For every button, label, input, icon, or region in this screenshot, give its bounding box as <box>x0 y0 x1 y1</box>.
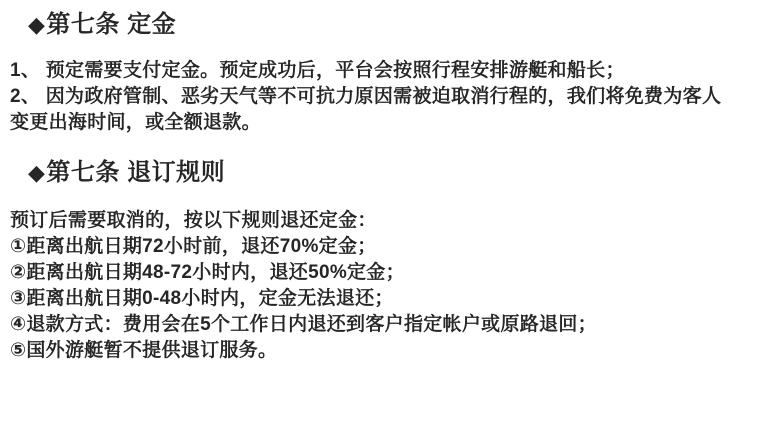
deposit-term-line-2: 2、 因为政府管制、恶劣天气等不可抗力原因需被迫取消行程的，我们将免费为客人 <box>10 86 722 107</box>
cancellation-rule-5-overseas: ⑤国外游艇暂不提供退订服务。 <box>10 340 278 361</box>
section-heading-deposit <box>28 9 770 41</box>
section-heading-cancellation <box>28 157 770 189</box>
cancellation-rule-2: ②距离出航日期48-72小时内，退还50%定金； <box>10 262 405 283</box>
cancellation-rule-4-refund-method: ④退款方式：费用会在5个工作日内退还到客户指定帐户或原路退回； <box>10 314 597 335</box>
cancellation-rules-paragraph <box>10 208 770 364</box>
diamond-bullet-icon: ◆ <box>28 12 46 37</box>
section-heading-cancellation-text: 第七条 退订规则 <box>46 159 226 186</box>
cancellation-rule-3: ③距离出航日期0-48小时内，定金无法退还； <box>10 288 394 309</box>
deposit-term-line-2-continued: 变更出海时间，或全额退款。 <box>10 112 261 133</box>
diamond-bullet-icon: ◆ <box>28 160 46 185</box>
cancellation-rule-1: ①距离出航日期72小时前，退还70%定金； <box>10 236 377 257</box>
cancellation-rules-intro: 预订后需要取消的，按以下规则退还定金： <box>10 210 377 231</box>
deposit-term-line-1: 1、 预定需要支付定金。预定成功后，平台会按照行程安排游艇和船长； <box>10 60 625 81</box>
deposit-terms-paragraph <box>10 58 770 136</box>
section-heading-deposit-text: 第七条 定金 <box>46 11 177 38</box>
